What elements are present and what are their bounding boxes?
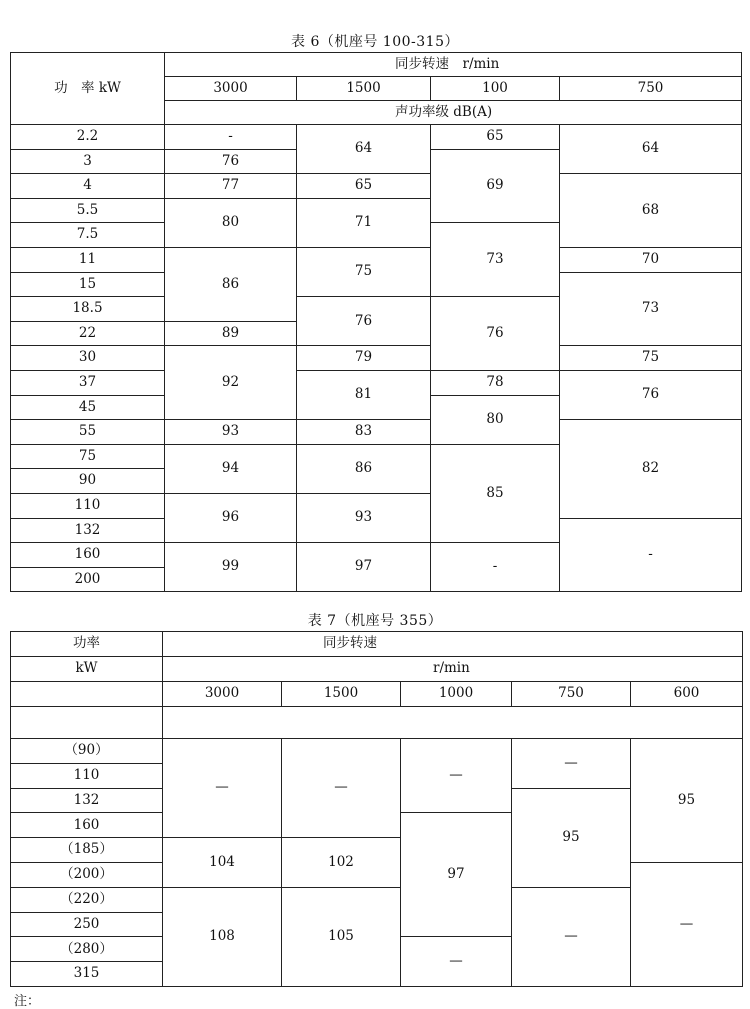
- level-cell: 93: [297, 493, 431, 542]
- level-cell: 97: [401, 813, 512, 937]
- level-cell: 96: [165, 493, 297, 542]
- level-cell: 86: [297, 444, 431, 493]
- power-cell: 5.5: [11, 198, 165, 223]
- speed-3000: 3000: [163, 682, 282, 707]
- power-cell: 3: [11, 149, 165, 174]
- level-cell: 75: [297, 247, 431, 296]
- power-cell: 4: [11, 174, 165, 199]
- speed-unit: r/min: [163, 657, 743, 682]
- speed-100: 100: [431, 77, 560, 101]
- power-header: 功 率 kW: [11, 53, 165, 125]
- level-cell: —: [512, 739, 631, 789]
- level-cell: —: [163, 739, 282, 838]
- level-cell: 85: [431, 444, 560, 542]
- level-cell: 71: [297, 198, 431, 247]
- level-cell: 79: [297, 346, 431, 371]
- level-cell: 75: [560, 346, 742, 371]
- level-cell: -: [165, 125, 297, 150]
- power-cell: 90: [11, 469, 165, 494]
- power-cell: 22: [11, 321, 165, 346]
- power-cell: 160: [11, 543, 165, 568]
- level-cell: 89: [165, 321, 297, 346]
- level-cell: 73: [431, 223, 560, 297]
- level-cell: 76: [560, 370, 742, 419]
- level-cell: 93: [165, 420, 297, 445]
- power-cell: （280）: [11, 937, 163, 962]
- power-cell: 315: [11, 962, 163, 987]
- blank-cell: [11, 682, 163, 707]
- power-cell: （200）: [11, 862, 163, 887]
- power-cell: 30: [11, 346, 165, 371]
- power-cell: 15: [11, 272, 165, 297]
- speed-1500: 1500: [297, 77, 431, 101]
- level-cell: 64: [560, 125, 742, 174]
- level-cell: 64: [297, 125, 431, 174]
- power-cell: 7.5: [11, 223, 165, 248]
- speed-1500: 1500: [282, 682, 401, 707]
- table6-caption: 表 6（机座号 100-315）: [291, 34, 459, 50]
- level-cell: 80: [431, 395, 560, 444]
- level-cell: 95: [631, 739, 743, 863]
- level-cell: 77: [165, 174, 297, 199]
- power-cell: 45: [11, 395, 165, 420]
- level-cell: -: [431, 543, 560, 592]
- footer-note-partial: 注：: [14, 994, 41, 1009]
- level-cell: 104: [163, 838, 282, 888]
- noise-table-100-315: [10, 52, 742, 592]
- level-cell: 70: [560, 247, 742, 272]
- level-cell: 78: [431, 370, 560, 395]
- level-cell: 76: [431, 297, 560, 371]
- power-cell: 75: [11, 444, 165, 469]
- power-cell: 18.5: [11, 297, 165, 322]
- level-cell: —: [401, 739, 512, 813]
- level-cell: 65: [431, 125, 560, 150]
- speed-1000: 1000: [401, 682, 512, 707]
- level-cell: 99: [165, 543, 297, 592]
- level-cell: —: [401, 937, 512, 987]
- level-cell: 97: [297, 543, 431, 592]
- sound-level-header: 声功率级 dB(A): [165, 101, 742, 125]
- power-cell: 2.2: [11, 125, 165, 150]
- power-cell: 132: [11, 518, 165, 543]
- power-cell: 110: [11, 763, 163, 788]
- power-header: 功率: [11, 632, 163, 657]
- speed-header: 同步转速: [163, 632, 743, 657]
- level-cell: 82: [560, 420, 742, 518]
- level-cell: 86: [165, 247, 297, 321]
- level-cell: 92: [165, 346, 297, 420]
- power-cell: 160: [11, 813, 163, 838]
- power-cell: 110: [11, 493, 165, 518]
- level-cell: 80: [165, 198, 297, 247]
- level-cell: 76: [297, 297, 431, 346]
- level-cell: -: [560, 518, 742, 592]
- power-cell: （185）: [11, 838, 163, 863]
- level-cell: —: [631, 862, 743, 986]
- level-cell: 73: [560, 272, 742, 346]
- speed-600: 600: [631, 682, 743, 707]
- level-cell: 102: [282, 838, 401, 888]
- power-cell: 37: [11, 370, 165, 395]
- power-cell: 200: [11, 567, 165, 592]
- power-cell: （90）: [11, 739, 163, 764]
- level-cell: —: [282, 739, 401, 838]
- speed-750: 750: [512, 682, 631, 707]
- power-unit: kW: [11, 657, 163, 682]
- power-cell: （220）: [11, 887, 163, 912]
- power-cell: 132: [11, 788, 163, 813]
- speed-3000: 3000: [165, 77, 297, 101]
- speed-header: 同步转速 r/min: [165, 53, 742, 77]
- table7-caption: 表 7（机座号 355）: [307, 613, 443, 629]
- level-cell: 105: [282, 887, 401, 986]
- level-cell: 76: [165, 149, 297, 174]
- level-cell: 108: [163, 887, 282, 986]
- power-cell: 250: [11, 912, 163, 937]
- noise-table-355: [10, 631, 743, 987]
- level-cell: 83: [297, 420, 431, 445]
- level-cell: —: [512, 887, 631, 986]
- power-cell: 11: [11, 247, 165, 272]
- level-cell: 94: [165, 444, 297, 493]
- blank-cell: [163, 707, 743, 739]
- level-cell: 95: [512, 788, 631, 887]
- power-cell: 55: [11, 420, 165, 445]
- level-cell: 65: [297, 174, 431, 199]
- level-cell: 69: [431, 149, 560, 223]
- speed-750: 750: [560, 77, 742, 101]
- level-cell: 81: [297, 370, 431, 419]
- level-cell: 68: [560, 174, 742, 248]
- blank-cell: [11, 707, 163, 739]
